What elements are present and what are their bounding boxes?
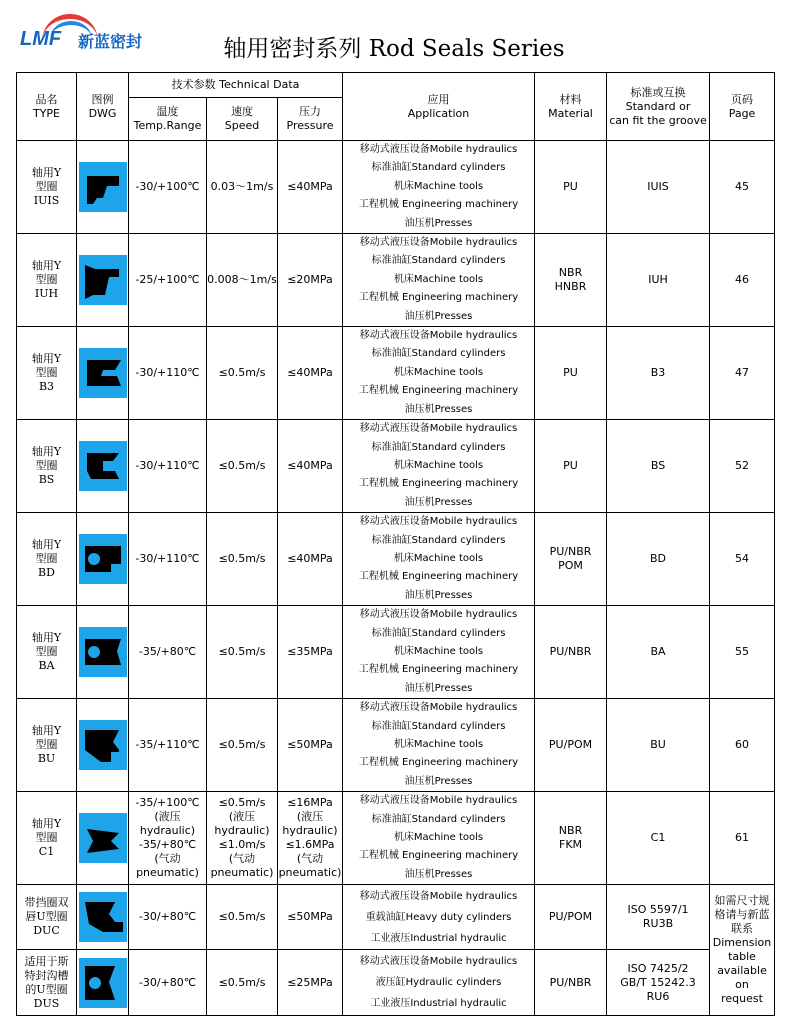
dwg-cell: [77, 606, 129, 699]
type-cell: 轴用Y 型圈 BU: [17, 699, 77, 792]
application-cell: 移动式液压设备Mobile hydraulics 标准油缸Standard cylinders 机床Machine tools 工程机械 Engineering machinery 油压机Presses: [343, 141, 535, 234]
page-cell: 54: [710, 513, 775, 606]
application-cell: 移动式液压设备Mobile hydraulics 标准油缸Standard cylinders 机床Machine tools 工程机械 Engineering machinery 油压机Presses: [343, 327, 535, 420]
material-cell: PU: [535, 327, 607, 420]
type-cell: 轴用Y 型圈 BD: [17, 513, 77, 606]
header-tech-group: 技术参数 Technical Data: [129, 73, 343, 98]
application-cell: 移动式液压设备Mobile hydraulics 标准油缸Standard cylinders 机床Machine tools 工程机械 Engineering machinery 油压机Presses: [343, 699, 535, 792]
type-cell: 轴用Y 型圈 B3: [17, 327, 77, 420]
standard-cell: BU: [607, 699, 710, 792]
iuh-profile-icon: [79, 255, 127, 305]
page-cell: 60: [710, 699, 775, 792]
logo-lmf-text: LMF: [20, 28, 62, 50]
dwg-cell: [77, 420, 129, 513]
standard-cell: IUIS: [607, 141, 710, 234]
table-row: [17, 234, 775, 327]
type-cell: 轴用Y 型圈 IUIS: [17, 141, 77, 234]
header-page: 页码 Page: [710, 73, 775, 141]
table-row: [17, 327, 775, 420]
temp-cell: -35/+100℃ (液压 hydraulic) -35/+80℃ (气动 pneumatic): [129, 792, 207, 885]
type-cell: 轴用Y 型圈 IUH: [17, 234, 77, 327]
table-row: [17, 950, 775, 1016]
application-cell: 移动式液压设备Mobile hydraulics 标准油缸Standard cylinders 机床Machine tools 工程机械 Engineering machinery 油压机Presses: [343, 792, 535, 885]
speed-cell: 0.03～1m/s: [207, 141, 278, 234]
type-cell: 轴用Y 型圈 BA: [17, 606, 77, 699]
type-cell: 轴用Y 型圈 C1: [17, 792, 77, 885]
application-cell: 移动式液压设备Mobile hydraulics 标准油缸Standard cylinders 机床Machine tools 工程机械 Engineering machinery 油压机Presses: [343, 420, 535, 513]
standard-cell: BA: [607, 606, 710, 699]
pressure-cell: ≤40MPa: [278, 141, 343, 234]
dwg-cell: [77, 234, 129, 327]
rod-seals-table: [16, 72, 775, 1016]
dwg-cell: [77, 950, 129, 1016]
application-cell: 移动式液压设备Mobile hydraulics 重载油缸Heavy duty cylinders 工业液压Industrial hydraulic: [343, 885, 535, 950]
header-speed: 速度 Speed: [207, 98, 278, 141]
dwg-cell: [77, 513, 129, 606]
temp-cell: -35/+110℃: [129, 699, 207, 792]
page-cell: 45: [710, 141, 775, 234]
temp-cell: -35/+80℃: [129, 606, 207, 699]
b3-profile-icon: [79, 348, 127, 398]
dwg-cell: [77, 699, 129, 792]
speed-cell: ≤0.5m/s: [207, 606, 278, 699]
temp-cell: -30/+110℃: [129, 513, 207, 606]
speed-cell: ≤0.5m/s: [207, 327, 278, 420]
header-material: 材料 Material: [535, 73, 607, 141]
speed-cell: ≤0.5m/s: [207, 950, 278, 1016]
application-cell: 移动式液压设备Mobile hydraulics 标准油缸Standard cylinders 机床Machine tools 工程机械 Engineering machinery 油压机Presses: [343, 513, 535, 606]
standard-cell: BD: [607, 513, 710, 606]
page-cell: 61: [710, 792, 775, 885]
ba-profile-icon: [79, 627, 127, 677]
page-note-cell: 如需尺寸规 格请与新蓝 联系 Dimension table available on request: [710, 885, 775, 1016]
application-cell: 移动式液压设备Mobile hydraulics 液压缸Hydraulic cylinders 工业液压Industrial hydraulic: [343, 950, 535, 1016]
standard-cell: BS: [607, 420, 710, 513]
header-temp: 温度 Temp.Range: [129, 98, 207, 141]
material-cell: NBR FKM: [535, 792, 607, 885]
page-title: 轴用密封系列 Rod Seals Series: [223, 36, 565, 62]
material-cell: PU/NBR: [535, 606, 607, 699]
table-row: [17, 792, 775, 885]
material-cell: PU/POM: [535, 699, 607, 792]
iuis-profile-icon: [79, 162, 127, 212]
material-cell: PU/NBR: [535, 950, 607, 1016]
dwg-cell: [77, 792, 129, 885]
standard-cell: ISO 5597/1 RU3B: [607, 885, 710, 950]
logo-cn-text: 新蓝密封: [78, 32, 143, 51]
page-cell: 52: [710, 420, 775, 513]
speed-cell: ≤0.5m/s (液压 hydraulic) ≤1.0m/s (气动 pneumatic): [207, 792, 278, 885]
dus-profile-icon: [79, 958, 127, 1008]
pressure-cell: ≤16MPa (液压 hydraulic) ≤1.6MPa (气动 pneumatic): [278, 792, 343, 885]
header-type: 品名 TYPE: [17, 73, 77, 141]
bd-profile-icon: [79, 534, 127, 584]
table-row: [17, 885, 775, 950]
duc-profile-icon: [79, 892, 127, 942]
bu-profile-icon: [79, 720, 127, 770]
temp-cell: -25/+100℃: [129, 234, 207, 327]
dwg-cell: [77, 885, 129, 950]
standard-cell: IUH: [607, 234, 710, 327]
header-dwg: 图例 DWG: [77, 73, 129, 141]
temp-cell: -30/+80℃: [129, 885, 207, 950]
table-row: [17, 420, 775, 513]
pressure-cell: ≤20MPa: [278, 234, 343, 327]
table-row: [17, 699, 775, 792]
temp-cell: -30/+100℃: [129, 141, 207, 234]
material-cell: PU: [535, 141, 607, 234]
type-cell: 轴用Y 型圈 BS: [17, 420, 77, 513]
page-cell: 47: [710, 327, 775, 420]
page-cell: 46: [710, 234, 775, 327]
pressure-cell: ≤40MPa: [278, 327, 343, 420]
speed-cell: ≤0.5m/s: [207, 513, 278, 606]
material-cell: PU/POM: [535, 885, 607, 950]
type-cell: 适用于斯 特封沟槽 的U型圈 DUS: [17, 950, 77, 1016]
material-cell: PU: [535, 420, 607, 513]
type-cell: 带挡圈双 唇U型圈 DUC: [17, 885, 77, 950]
header-pressure: 压力 Pressure: [278, 98, 343, 141]
temp-cell: -30/+110℃: [129, 327, 207, 420]
pressure-cell: ≤40MPa: [278, 513, 343, 606]
material-cell: NBR HNBR: [535, 234, 607, 327]
c1-profile-icon: [79, 813, 127, 863]
application-cell: 移动式液压设备Mobile hydraulics 标准油缸Standard cylinders 机床Machine tools 工程机械 Engineering machinery 油压机Presses: [343, 234, 535, 327]
temp-cell: -30/+110℃: [129, 420, 207, 513]
speed-cell: ≤0.5m/s: [207, 885, 278, 950]
pressure-cell: ≤40MPa: [278, 420, 343, 513]
temp-cell: -30/+80℃: [129, 950, 207, 1016]
speed-cell: ≤0.5m/s: [207, 699, 278, 792]
header-standard: 标准或互换 Standard or can fit the groove: [607, 73, 710, 141]
speed-cell: 0.008～1m/s: [207, 234, 278, 327]
standard-cell: B3: [607, 327, 710, 420]
table-row: [17, 606, 775, 699]
header-application: 应用 Application: [343, 73, 535, 141]
pressure-cell: ≤35MPa: [278, 606, 343, 699]
application-cell: 移动式液压设备Mobile hydraulics 标准油缸Standard cylinders 机床Machine tools 工程机械 Engineering machinery 油压机Presses: [343, 606, 535, 699]
dwg-cell: [77, 327, 129, 420]
pressure-cell: ≤50MPa: [278, 699, 343, 792]
bs-profile-icon: [79, 441, 127, 491]
table-row: [17, 513, 775, 606]
pressure-cell: ≤50MPa: [278, 885, 343, 950]
dwg-cell: [77, 141, 129, 234]
page-cell: 55: [710, 606, 775, 699]
table-row: [17, 141, 775, 234]
standard-cell: ISO 7425/2 GB/T 15242.3 RU6: [607, 950, 710, 1016]
standard-cell: C1: [607, 792, 710, 885]
material-cell: PU/NBR POM: [535, 513, 607, 606]
pressure-cell: ≤25MPa: [278, 950, 343, 1016]
speed-cell: ≤0.5m/s: [207, 420, 278, 513]
